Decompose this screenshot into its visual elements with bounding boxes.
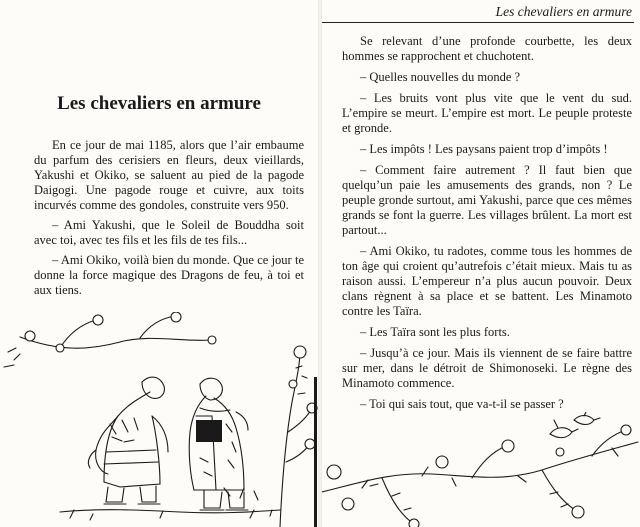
blossom-branch-right bbox=[322, 425, 638, 527]
ground-grass bbox=[60, 488, 280, 520]
blossom-branch-left bbox=[4, 312, 216, 367]
small-bird-icon bbox=[550, 420, 578, 438]
dark-sash bbox=[196, 420, 222, 442]
paragraph: – Comment faire autrement ? Il faut bien que quelqu’un paie les amusements des grands, non ? Le peuple gronde surtout, ami Yakushi, parce que ces mêmes grands se font la guerre. Les villages brûlent. La mort est partout... bbox=[342, 163, 632, 237]
paragraph: – Ami Okiko, tu radotes, comme tous les hommes de ton âge qui croient qu’autrefois c’était mieux. Mais tu as raison aussi. L’empereur n’a plus aucun pouvoir. Deux clans règnent à sa place et se battent. Les Minamoto contre les Taïra. bbox=[342, 244, 632, 318]
chapter-title: Les chevaliers en armure bbox=[57, 93, 261, 114]
two-old-men-bowing-illustration bbox=[0, 312, 318, 527]
blossom-branch-upright bbox=[280, 346, 317, 527]
bowing-man-okiko bbox=[189, 378, 248, 510]
paragraph: – Jusqu’à ce jour. Mais ils viennent de se faire battre sur mer, dans le détroit de Shimonoseki. Le règne des Minamoto commence. bbox=[342, 346, 632, 390]
bowing-man-yakushi bbox=[88, 377, 168, 504]
paragraph: – Ami Yakushi, que le Soleil de Bouddha soit avec toi, avec tes fils et les fils de tes fils... bbox=[34, 218, 304, 247]
right-body-text bbox=[342, 34, 632, 418]
paragraph: Se relevant d’une profonde courbette, les deux hommes se rapprochent et chuchotent. bbox=[342, 34, 632, 63]
paragraph: – Les Taïra sont les plus forts. bbox=[360, 325, 510, 339]
wooden-post bbox=[314, 377, 317, 527]
running-head: Les chevaliers en armure bbox=[495, 4, 632, 19]
paragraph: – Quelles nouvelles du monde ? bbox=[360, 70, 521, 84]
paragraph: – Les impôts ! Les paysans paient trop d’impôts ! bbox=[360, 142, 608, 156]
small-bird-icon bbox=[574, 412, 600, 425]
left-body-text bbox=[34, 138, 304, 303]
blossom-branch-with-birds-illustration bbox=[322, 412, 640, 527]
paragraph: – Les bruits vont plus vite que le vent du sud. L’empire se meurt. L’empire est mort. Le peuple proteste et gronde. bbox=[342, 91, 632, 135]
paragraph: En ce jour de mai 1185, alors que l’air embaume du parfum des cerisiers en fleurs, deux vieillards, Yakushi et Okiko, se saluent au pied de la pagode Daigogi. Une pagode rouge et cuivre, aux toits incurvés comme des gondoles, construite vers 950. bbox=[34, 138, 304, 212]
paragraph: – Toi qui sais tout, que va-t-il se passer ? bbox=[360, 397, 564, 411]
paragraph: – Ami Okiko, voilà bien du monde. Que ce jour te donne la force magique des Dragons de feu, à toi et aux tiens. bbox=[34, 253, 304, 297]
